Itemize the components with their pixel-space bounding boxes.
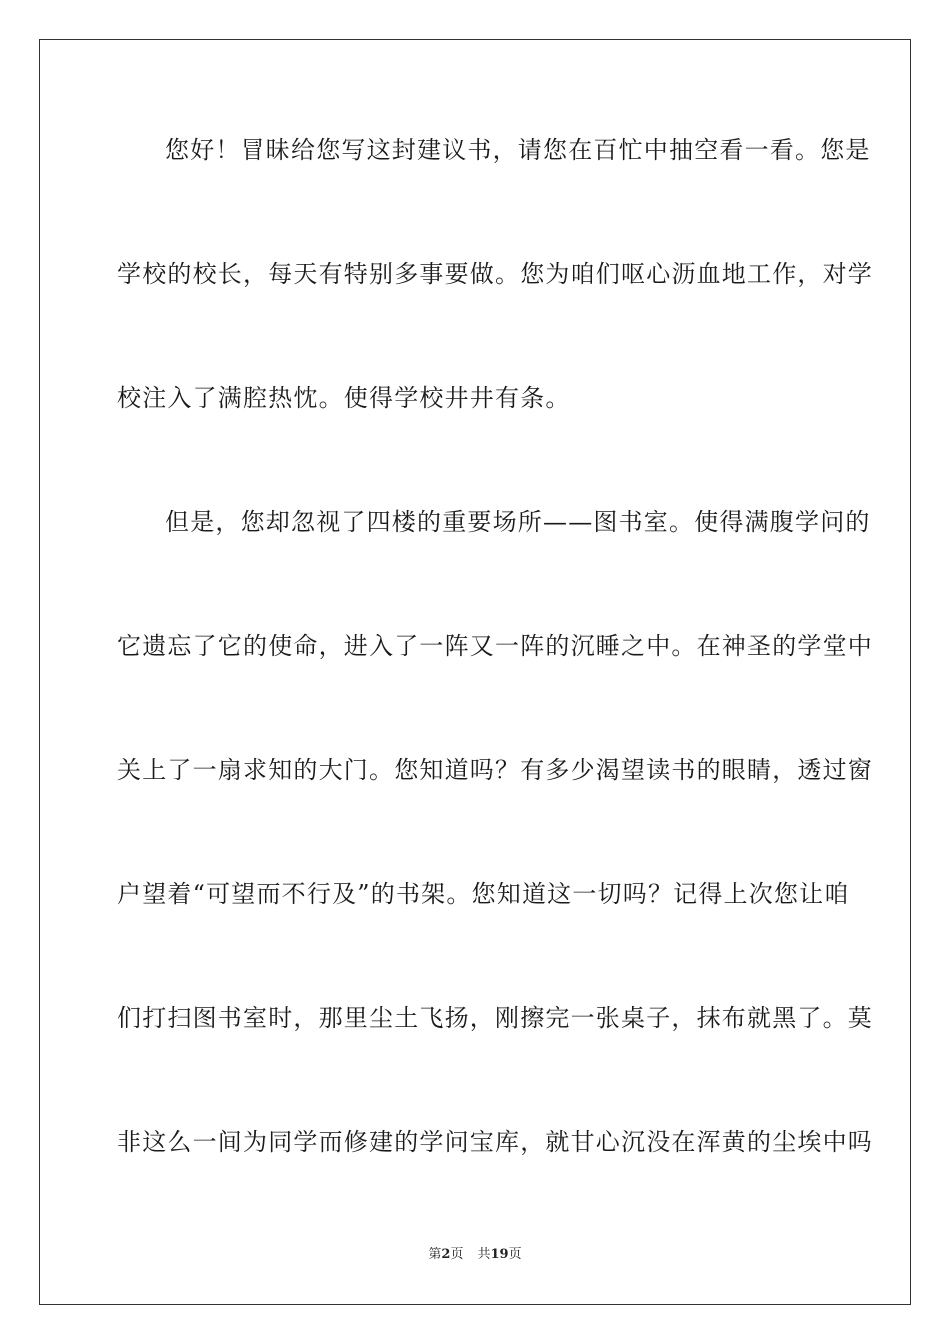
total-pages: 19 bbox=[490, 1247, 509, 1262]
page-prefix: 第 bbox=[428, 1247, 442, 1262]
page-footer bbox=[0, 1246, 950, 1264]
text-line-9: 非这么一间为同学而修建的学问宝库，就甘心沉没在浑黄的尘埃中吗 bbox=[117, 1128, 873, 1156]
page-border bbox=[39, 39, 911, 1305]
text-line-2: 学校的校长，每天有特别多事要做。您为咱们呕心沥血地工作，对学 bbox=[117, 260, 873, 288]
text-line-8: 们打扫图书室时，那里尘土飞扬，刚擦完一张桌子，抹布就黑了。莫 bbox=[117, 1004, 873, 1032]
page-number: 2 bbox=[441, 1247, 451, 1262]
text-line-5: 它遗忘了它的使命，进入了一阵又一阵的沉睡之中。在神圣的学堂中 bbox=[117, 632, 873, 660]
total-prefix: 共 bbox=[477, 1247, 491, 1262]
text-line-7: 户望着“可望而不行及”的书架。您知道这一切吗？记得上次您让咱 bbox=[117, 880, 850, 908]
page-suffix: 页 bbox=[450, 1247, 464, 1262]
text-line-1: 您好！冒昧给您写这封建议书，请您在百忙中抽空看一看。您是 bbox=[165, 136, 871, 164]
text-line-4: 但是，您却忽视了四楼的重要场所——图书室。使得满腹学问的 bbox=[165, 508, 871, 536]
text-line-6: 关上了一扇求知的大门。您知道吗？有多少渴望读书的眼睛，透过窗 bbox=[117, 756, 873, 784]
text-line-3: 校注入了满腔热忱。使得学校井井有条。 bbox=[117, 384, 571, 412]
total-suffix: 页 bbox=[508, 1247, 522, 1262]
